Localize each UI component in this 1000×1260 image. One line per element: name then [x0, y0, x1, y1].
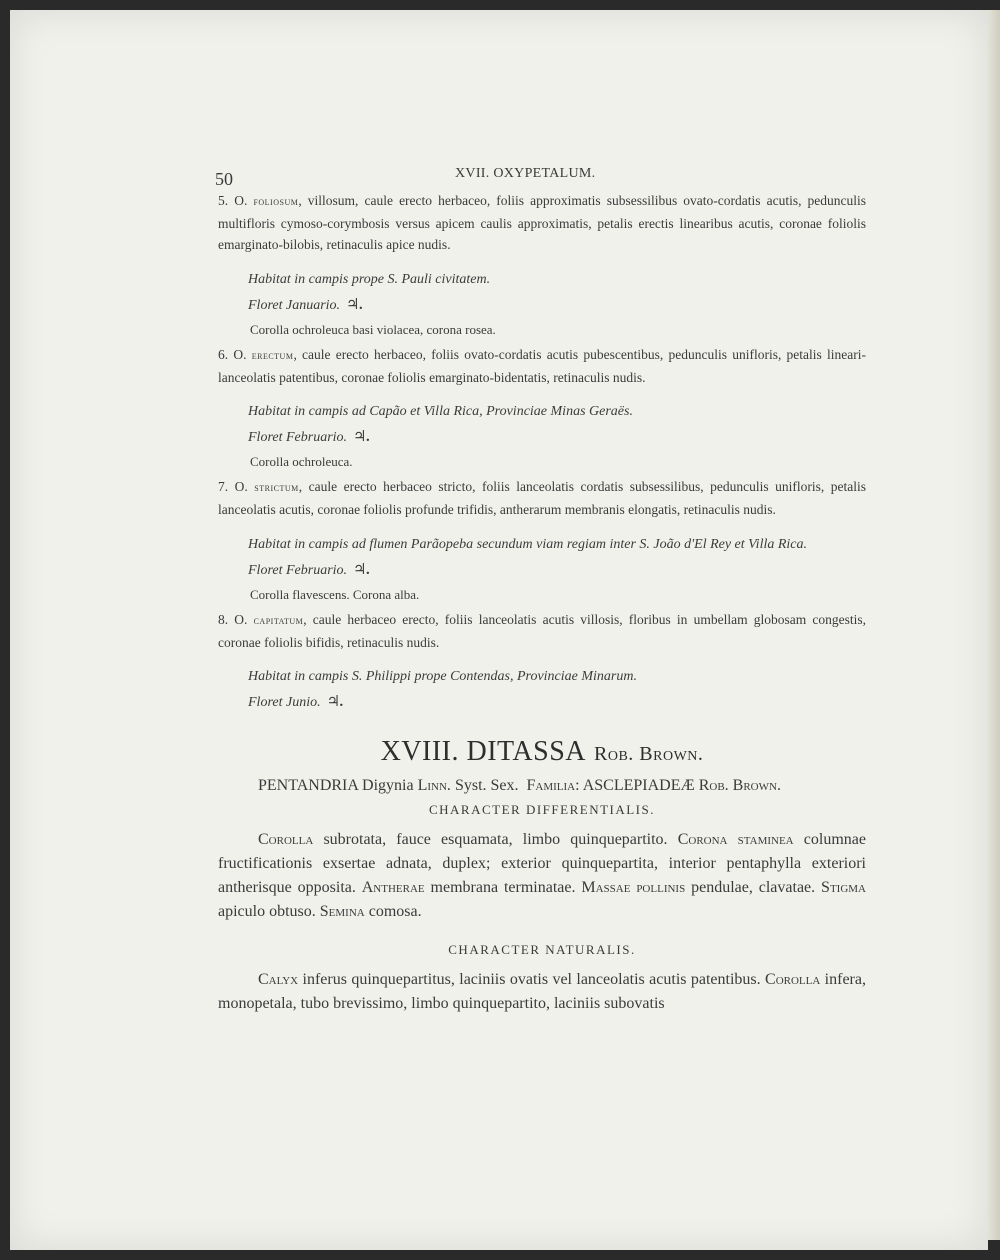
species-diagnosis: , caule erecto herbaceo, foliis ovato-cordatis acutis pubescentibus, pedunculis unifloris, petalis lineari-lanceolatis patentibus, coronae foliolis emarginato-bidentatis, retinaculis nudis.	[218, 346, 867, 385]
page-edge	[988, 10, 1000, 1240]
species-description	[218, 476, 866, 520]
term-text: membrana terminatae.	[424, 879, 582, 896]
floret-line	[248, 426, 866, 449]
species-number: 8. O.	[218, 611, 248, 627]
habitat-line: Habitat in campis ad flumen Parãopeba secundum viam regiam inter S. João d'El Rey et Villa Rica.	[248, 536, 808, 552]
term-text: inferus quinquepartitus, laciniis ovatis vel lanceolatis acutis patentibus.	[298, 971, 766, 988]
linnaean-class: PENTANDRIA Digynia	[258, 777, 414, 794]
term-text: comosa.	[364, 903, 422, 920]
species-entry	[218, 609, 866, 715]
species-entry	[218, 344, 866, 473]
corolla-note: Corolla ochroleuca basi violacea, corona rosea.	[250, 321, 496, 337]
floret-text: Floret Junio.	[248, 695, 321, 710]
species-name: foliosum	[253, 196, 299, 208]
habitat-line: Habitat in campis S. Philippi prope Contendas, Provinciae Minarum.	[248, 669, 637, 684]
floret-line	[248, 294, 866, 317]
section-heading: CHARACTER DIFFERENTIALIS.	[428, 802, 655, 817]
species-entry	[218, 190, 866, 340]
perennial-symbol: ♃.	[346, 296, 364, 313]
family-label: Familia:	[526, 777, 580, 794]
species-description	[218, 609, 866, 653]
section-paragraph	[218, 828, 866, 924]
floret-text: Floret Februario.	[248, 430, 348, 445]
floret-text: Floret Januario.	[248, 297, 341, 313]
page-number: 50	[215, 169, 233, 189]
page-content	[218, 190, 866, 1032]
habitat-line: Habitat in campis prope S. Pauli civitatem.	[248, 271, 491, 287]
genus-title	[218, 736, 866, 768]
perennial-symbol: ♃.	[353, 429, 371, 445]
perennial-symbol: ♃.	[326, 694, 344, 710]
species-description	[218, 190, 866, 255]
genus-name: XVIII. DITASSA	[380, 736, 586, 767]
term: Corona staminea	[677, 831, 794, 848]
term: Corolla	[765, 971, 821, 988]
floret-line	[248, 691, 866, 714]
species-diagnosis: , villosum, caule erecto herbaceo, foliis approximatis subsessilibus ovato-cordatis acutis, pedunculis multifloris cymoso-corymbosis versus apicem caulis approximatis, petalis erectis linearibus acutis, coronae foliolis emarginato-bilobis, retinaculis apice nudis.	[218, 193, 867, 252]
species-name: erectum	[251, 349, 294, 362]
species-description	[218, 344, 866, 388]
term: Corolla	[258, 831, 314, 848]
family-name: ASCLEPIADEÆ	[582, 777, 695, 794]
genus-author: Rob. Brown.	[594, 743, 704, 765]
species-name: capitatum	[253, 614, 304, 627]
floret-line	[248, 559, 866, 582]
species-entry	[218, 476, 866, 605]
species-number: 6. O.	[218, 346, 247, 362]
species-diagnosis: , caule erecto herbaceo stricto, foliis lanceolatis cordatis subsessilibus, pedunculis unifloris, petalis lanceolatis acutis, coronae foliolis profunde trifidis, antherarum membranis elongatis, retinaculis nudis.	[218, 479, 866, 517]
term-text: pendulae, clavatae.	[685, 879, 822, 896]
classification-line	[218, 774, 866, 798]
term: Calyx	[258, 971, 299, 988]
linnaean-author: Linn.	[417, 777, 451, 794]
family-author: Rob. Brown.	[698, 777, 781, 794]
species-number: 5. O.	[218, 193, 248, 208]
perennial-symbol: ♃.	[353, 561, 371, 578]
term: Massae pollinis	[581, 879, 686, 896]
term-text: apiculo obtuso.	[218, 903, 320, 920]
section-heading: CHARACTER NATURALIS.	[448, 942, 636, 957]
term: Semina	[319, 903, 365, 920]
term-text: subrotata, fauce esquamata, limbo quinquepartito.	[313, 831, 678, 848]
system-ref: Syst. Sex.	[454, 777, 519, 794]
section-paragraph	[218, 968, 866, 1016]
floret-text: Floret Februario.	[248, 562, 348, 578]
corolla-note: Corolla flavescens. Corona alba.	[250, 586, 420, 602]
term: Antherae	[361, 879, 425, 896]
term-text: infera, monopetala, tubo brevissimo, limbo quinquepartito, laciniis subovatis	[218, 971, 866, 1012]
species-diagnosis: , caule herbaceo erecto, foliis lanceolatis acutis villosis, floribus in umbellam globosam congestis, coronae foliolis bifidis, retinaculis nudis.	[218, 611, 867, 650]
term: Stigma	[821, 879, 866, 896]
page-header	[205, 164, 865, 188]
term-text: columnae fructificationis exsertae adnata, duplex; exterior quinquepartita, interior pentaphylla exteriori antherisque opposita.	[218, 831, 866, 896]
species-name: strictum	[254, 482, 299, 494]
species-number: 7. O.	[218, 479, 248, 494]
habitat-line: Habitat in campis ad Capão et Villa Rica, Provinciae Minas Geraës.	[248, 404, 633, 419]
corolla-note: Corolla ochroleuca.	[250, 454, 353, 469]
running-head: XVII. OXYPETALUM.	[455, 166, 596, 181]
